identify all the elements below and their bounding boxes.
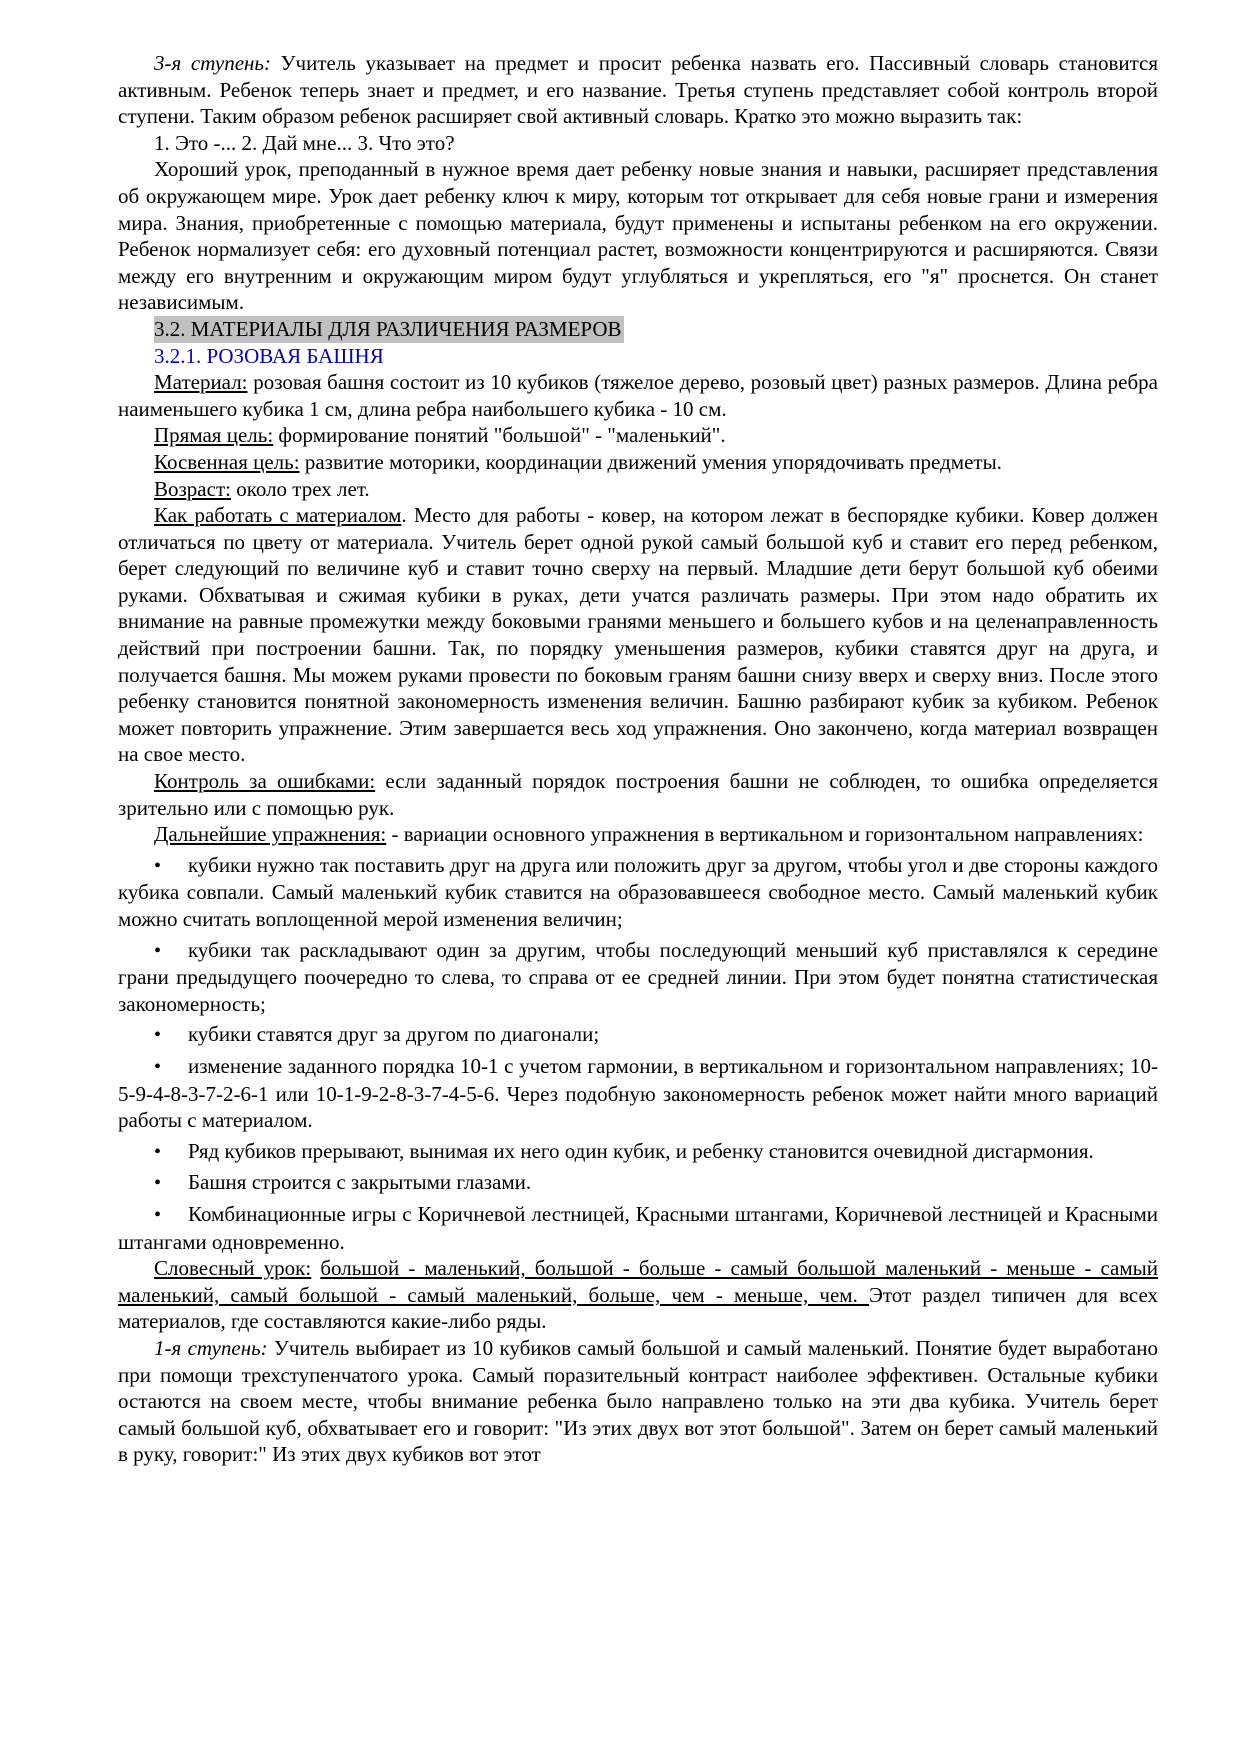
verbal-lesson-label: Словесный урок: <box>154 1256 312 1281</box>
paragraph-how-to-work <box>118 502 1158 768</box>
bullet-item <box>118 1165 1158 1197</box>
verbal-lesson-sequence: большой - маленький, большой - больше - самый большой маленький - меньше - самый маленький, самый большой - самый маленький, больше, чем - меньше, чем. <box>118 1256 1158 1307</box>
error-control-text: если заданный порядок построения башни не соблюден, то ошибка определяется зрительно или с помощью рук. <box>118 769 1158 820</box>
bullet-item <box>118 933 1158 1018</box>
bullet-icon <box>154 1201 188 1229</box>
age-label: Возраст: <box>154 476 231 501</box>
direct-goal-label: Прямая цель: <box>154 423 274 448</box>
indirect-goal-label: Косвенная цель: <box>154 449 300 474</box>
paragraph-good-lesson: Хороший урок, преподанный в нужное время дает ребенку новые знания и навыки, расширяет представления об окружающем мире. Урок дает ребенку ключ к миру, которым тот открывает для себя новые грани и измерения мира. Знания, приобретенные с помощью материала, будут применены и испытаны ребенком на его окружении. Ребенок нормализует себя: его духовный потенциал растет, возможности концентрируются и расширяются. Связи между его внутренним и окружающим миром будут углубляться и укрепляться, его "я" проснется. Он станет независимым. <box>118 157 1158 315</box>
age-text: около трех лет. <box>230 476 370 501</box>
section-heading: 3.2. МАТЕРИАЛЫ ДЛЯ РАЗЛИЧЕНИЯ РАЗМЕРОВ <box>154 316 622 341</box>
bullet-text: кубики так раскладывают один за другим, чтобы последующий меньший куб приставлялся к середине грани предыдущего поочередно то слева, то справа от ее средней линии. При этом будет понятна статистическая закономерность; <box>118 937 1158 1016</box>
bullet-icon <box>154 1053 188 1081</box>
material-text: розовая башня состоит из 10 кубиков (тяжелое дерево, розовый цвет) разных размеров. Длина ребра наименьшего кубика 1 см, длина ребра наибольшего кубика - 10 см. <box>118 370 1158 421</box>
paragraph-indirect-goal <box>118 449 1158 476</box>
how-to-work-text: . Место для работы - ковер, на котором лежат в беспорядке кубики. Ковер должен отличаться по цвету от материала. Учитель берет одной рукой самый большой куб и ставит его перед ребенком, берет следующий по величине куб и ставит точно сверху на первый. Младшие дети берут большой куб обеими руками. Обхватывая и сжимая кубики в руках, дети учатся различать размеры. При этом надо обратить их внимание на равные промежутки между боковыми гранями меньшего и большего кубов и на целенаправленность действий при построении башни. Так, по порядку уменьшения размеров, кубики ставятся друг на друга, и получается башня. Мы можем руками провести по боковым граням башни снизу вверх и сверху вниз. После этого ребенку становится понятной закономерность изменения величин. Башню разбирают кубик за кубиком. Ребенок может повторить упражнение. Этим завершается весь ход упражнения. Оно закончено, когда материал возвращен на свое место. <box>118 503 1158 767</box>
bullet-text: Комбинационные игры с Коричневой лестницей, Красными штангами, Коричневой лестницей и Красными штангами одновременно. <box>118 1201 1158 1254</box>
subsection-heading: 3.2.1. РОЗОВАЯ БАШНЯ <box>154 343 384 368</box>
paragraph-step-3 <box>118 50 1158 130</box>
bullet-item <box>118 848 1158 933</box>
bullet-item <box>118 1049 1158 1134</box>
step-3-text: Учитель указывает на предмет и просит ребенка назвать его. Пассивный словарь становится активным. Ребенок теперь знает и предмет, и его название. Третья ступень представляет собой контроль второй ступени. Таким образом ребенок расширяет свой активный словарь. Кратко это можно выразить так: <box>118 51 1159 129</box>
paragraph-step-1 <box>118 1335 1158 1468</box>
bullet-icon <box>154 1138 188 1166</box>
how-to-work-label: Как работать с материалом <box>154 503 402 528</box>
bullet-text: кубики нужно так поставить друг на друга или положить друг за другом, чтобы угол и две стороны каждого кубика совпали. Самый маленький кубик ставится на образовавшееся свободное место. Самый маленький кубик можно считать воплощенной мерой изменения величин; <box>118 852 1158 931</box>
paragraph-age <box>118 476 1158 503</box>
further-exercises-label: Дальнейшие упражнения: <box>154 822 387 847</box>
verbal-lesson-text: Этот раздел типичен для всех материалов, где составляются какие-либо ряды. <box>118 1282 1158 1334</box>
bullet-text: кубики ставятся друг за другом по диагонали; <box>188 1022 600 1047</box>
document-page <box>118 50 1158 1468</box>
section-heading-row <box>118 316 1158 343</box>
indirect-goal-text: развитие моторики, координации движений умения упорядочивать предметы. <box>299 449 1002 474</box>
bullet-text: Башня строится с закрытыми глазами. <box>188 1170 532 1195</box>
bullet-item <box>118 1134 1158 1166</box>
paragraph-further-exercises <box>118 821 1158 848</box>
material-label: Материал: <box>154 370 248 395</box>
bullet-icon <box>154 1021 188 1049</box>
step-1-label: 1-я ступень: <box>154 1335 268 1360</box>
paragraph-direct-goal <box>118 422 1158 449</box>
paragraph-material <box>118 369 1158 422</box>
bullet-item <box>118 1197 1158 1255</box>
paragraph-error-control <box>118 768 1158 821</box>
bullet-icon <box>154 1169 188 1197</box>
bullet-text: Ряд кубиков прерывают, вынимая их него один кубик, и ребенку становится очевидной дисгармония. <box>188 1138 1094 1163</box>
step-1-text: Учитель выбирает из 10 кубиков самый большой и самый маленький. Понятие будет выработано при помощи трехступенчатого урока. Самый поразительный контраст наиболее эффективен. Остальные кубики остаются на своем месте, чтобы внимание ребенка было направлено только на эти два кубика. Учитель берет самый большой куб, обхватывает его и говорит: "Из этих двух вот этот большой". Затем он берет самый маленький в руку, говорит:" Из этих двух кубиков вот этот <box>118 1335 1159 1467</box>
error-control-label: Контроль за ошибками: <box>154 769 376 794</box>
paragraph-summary: 1. Это -... 2. Дай мне... 3. Что это? <box>154 130 455 155</box>
bullet-icon <box>154 852 188 880</box>
paragraph-verbal-lesson <box>118 1255 1158 1335</box>
further-exercises-text: - вариации основного упражнения в вертикальном и горизонтальном направлениях: <box>386 822 1144 847</box>
step-3-label: 3-я ступень: <box>154 51 271 75</box>
bullet-item <box>118 1017 1158 1049</box>
bullet-icon <box>154 937 188 965</box>
bullet-text: изменение заданного порядка 10-1 с учетом гармонии, в вертикальном и горизонтальном направлениях; 10-5-9-4-8-3-7-2-6-1 или 10-1-9-2-8-3-7-4-5-6. Через подобную закономерность ребенок может найти много вариаций работы с материалом. <box>118 1053 1158 1133</box>
direct-goal-text: формирование понятий "большой" - "маленький". <box>273 423 726 448</box>
